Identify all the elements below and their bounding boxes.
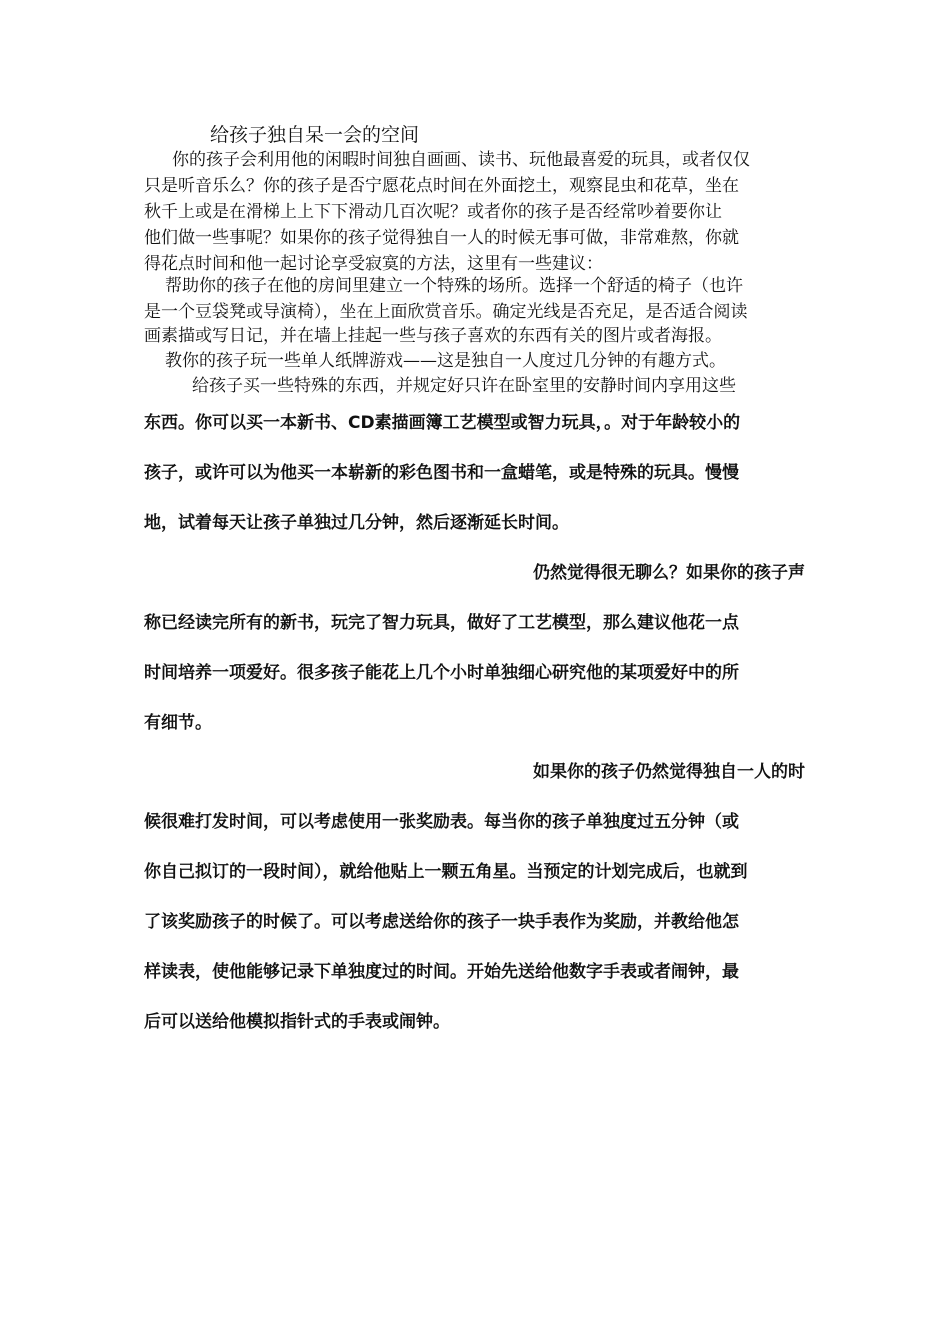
paragraph-line: 秋千上或是在滑梯上上下下滑动几百次呢？或者你的孩子是否经常吵着要你让: [144, 202, 722, 222]
paragraph-line: 帮助你的孩子在他的房间里建立一个特殊的场所。选择一个舒适的椅子（也许: [165, 276, 743, 296]
paragraph-line: 画素描或写日记，并在墙上挂起一些与孩子喜欢的东西有关的图片或者海报。: [144, 326, 722, 346]
paragraph-line: 时间培养一项爱好。很多孩子能花上几个小时单独细心研究他的某项爱好中的所: [144, 663, 739, 683]
paragraph-line: 孩子，或许可以为他买一本崭新的彩色图书和一盒蜡笔，或是特殊的玩具。慢慢: [144, 463, 739, 483]
paragraph-lead: 如果你的孩子仍然觉得独自一人的时: [533, 762, 805, 782]
paragraph-line: 地，试着每天让孩子单独过几分钟，然后逐渐延长时间。: [144, 513, 569, 533]
paragraph-line: 得花点时间和他一起讨论享受寂寞的方法，这里有一些建议：: [144, 254, 603, 274]
paragraph-line: 了该奖励孩子的时候了。可以考虑送给你的孩子一块手表作为奖励，并教给他怎: [144, 912, 739, 932]
paragraph-line: 候很难打发时间，可以考虑使用一张奖励表。每当你的孩子单独度过五分钟（或: [144, 812, 739, 832]
paragraph-line: 东西。你可以买一本新书、CD素描画簿工艺模型或智力玩具，。对于年龄较小的: [144, 413, 741, 433]
paragraph-line: 后可以送给他模拟指针式的手表或闹钟。: [144, 1012, 450, 1032]
paragraph-line: 只是听音乐么？你的孩子是否宁愿花点时间在外面挖土，观察昆虫和花草，坐在: [144, 176, 739, 196]
paragraph-line: 称已经读完所有的新书，玩完了智力玩具，做好了工艺模型，那么建议他花一点: [144, 613, 739, 633]
paragraph-line: 教你的孩子玩一些单人纸牌游戏——这是独自一人度过几分钟的有趣方式。: [165, 351, 726, 371]
paragraph-line: 他们做一些事呢？如果你的孩子觉得独自一人的时候无事可做，非常难熬，你就: [144, 228, 739, 248]
paragraph-lead: 仍然觉得很无聊么？如果你的孩子声: [533, 563, 805, 583]
paragraph-line: 你的孩子会利用他的闲暇时间独自画画、读书、玩他最喜爱的玩具，或者仅仅: [172, 150, 750, 170]
paragraph-line: 给孩子买一些特殊的东西，并规定好只许在卧室里的安静时间内享用这些: [192, 376, 736, 396]
paragraph-line: 是一个豆袋凳或导演椅），坐在上面欣赏音乐。确定光线是否充足，是否适合阅读: [144, 302, 748, 322]
paragraph-line: 你自己拟订的一段时间），就给他贴上一颗五角星。当预定的计划完成后，也就到: [144, 862, 748, 882]
paragraph-line: 有细节。: [144, 713, 212, 733]
paragraph-line: 样读表，使他能够记录下单独度过的时间。开始先送给他数字手表或者闹钟，最: [144, 962, 739, 982]
document-title: 给孩子独自呆一会的空间: [210, 124, 420, 146]
